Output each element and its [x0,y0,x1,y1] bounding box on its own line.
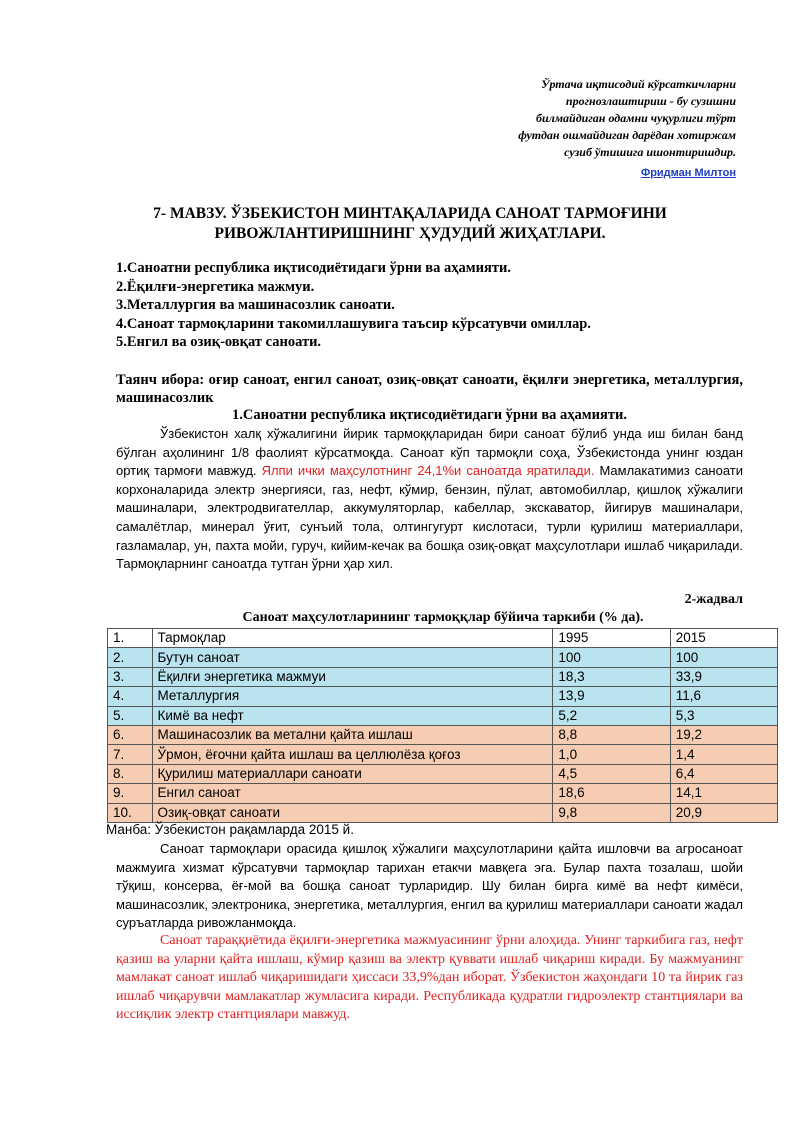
plan-item: 2.Ёқилғи-энергетика мажмуи. [116,278,315,295]
row-number-cell: 5. [108,706,153,725]
value-1995-cell: 5,2 [553,706,670,725]
table-row [108,667,778,686]
value-1995-cell: 13,9 [553,687,670,706]
table-label: 2-жадвал [684,592,743,607]
value-1995-cell: 100 [553,648,670,667]
keywords: Таянч ибора: оғир саноат, енгил саноат, озиқ-овқат саноати, ёқилғи энергетика, металлургия, машинасозлик [116,372,743,406]
plan-item: 4.Саноат тармоқларини такомиллашувига таъсир кўрсатувчи омиллар. [116,315,591,332]
header-cell: 1. [108,629,153,648]
row-number-cell: 3. [108,667,153,686]
table-row [108,648,778,667]
value-2015-cell: 1,4 [670,745,777,764]
paragraph-2 [116,840,743,933]
row-number-cell: 7. [108,745,153,764]
value-2015-cell: 19,2 [670,725,777,744]
value-1995-cell: 8,8 [553,725,670,744]
industry-name-cell: Озиқ-овқат саноати [152,803,553,822]
industry-name-cell: Ўрмон, ёғочни қайта ишлаш ва целлюлёза қоғоз [152,745,553,764]
epigraph-line: футдан ошмайдиган дарёдан хотиржам [518,128,736,142]
industry-name-cell: Кимё ва нефт [152,706,553,725]
value-1995-cell: 4,5 [553,764,670,783]
paragraph-3 [116,932,743,1025]
section-heading: 1.Саноатни республика иқтисодиётидаги ўрни ва аҳамияти. [232,407,627,423]
industry-name-cell: Ёқилғи энергетика мажмуи [152,667,553,686]
table-row [108,687,778,706]
row-number-cell: 2. [108,648,153,667]
row-number-cell: 9. [108,784,153,803]
row-number-cell: 6. [108,725,153,744]
row-number-cell: 4. [108,687,153,706]
value-2015-cell: 14,1 [670,784,777,803]
title-line-1: 7- МАВЗУ. ЎЗБЕКИСТОН МИНТАҚАЛАРИДА САНОАТ ТАРМОҒИНИ [153,205,667,222]
page-title [100,204,720,244]
industry-name-cell: Металлургия [152,687,553,706]
paragraph-1-text-2: Мамлакатимиз саноати корхоналарида электр энергияси, газ, нефт, кўмир, бензин, пўлат, автомобиллар, қишлоқ хўжалиги машиналари, электродвигателлар, аккумуляторлар, кабеллар, экскаватор, йигирув машиналари, самалётлар, минерал ўғит, сунъий тола, олтингугурт кислотаси, турли қурилиш материаллари, газламалар, ун, пахта мойи, гуруч, кийим-кечак ва бошқа озиқ-овқат маҳсулотлари ишлаб чиқарилади. Тармоқларнинг саноатда тутган ўрни ҳар хил. [116,463,744,572]
epigraph-line: билмайдиган одамни чуқурлиги тўрт [536,111,736,125]
epigraph [436,76,736,161]
header-cell: 2015 [670,629,777,648]
epigraph-line: Ўртача иқтисодий кўрсаткичларни [541,77,736,91]
epigraph-line: прогнозлаштириш - бу сузишни [565,94,736,108]
value-1995-cell: 18,3 [553,667,670,686]
industry-name-cell: Бутун саноат [152,648,553,667]
table-row [108,764,778,783]
value-2015-cell: 11,6 [670,687,777,706]
plan-item: 3.Металлургия ва машинасозлик саноати. [116,297,395,314]
row-number-cell: 8. [108,764,153,783]
value-2015-cell: 33,9 [670,667,777,686]
paragraph-1-highlight: Ялпи ички маҳсулотнинг 24,1%и саноатда яратилади. [261,463,595,479]
epigraph-author: Фридман Милтон [640,167,736,179]
paragraph-3-text: Саноат тараққиётида ёқилғи-энергетика мажмуасининг ўрни алоҳида. Унинг таркибига газ, нефт қазиш ва уларни қайта ишлаш, кўмир қазиш ва электр қуввати ишлаб чиқариш киради. Бу мажмуанинг мамлакат саноат ишлаб чиқаришидаги ҳиссаси 33,9%дан иборат. Ўзбекистон жаҳондаги 10 та йирик газ ишлаб чиқарувчи мамлакатлар жумласига киради. Республикада қудратли гидроэлектр стантциялари ва иссиқлик электр стантциялари мавжуд. [116,933,743,1023]
table-row [108,784,778,803]
paragraph-1-text: Ўзбекистон халқ хўжалигини йирик тармоққларидан бири саноат бўлиб унда иш билан банд бўлган аҳолининг 1/8 фаолият кўрсатмоқда. Саноат кўп тармоқли соҳа, Ўзбекистонда унинг юздан ортиқ тармоғи мавжуд. [116,426,743,479]
value-1995-cell: 1,0 [553,745,670,764]
table-caption: Саноат маҳсулотларининг тармоққлар бўйича таркиби (% да). [242,610,644,625]
title-line-2: РИВОЖЛАНТИРИШНИНГ ҲУДУДИЙ ЖИҲАТЛАРИ. [214,225,606,242]
table-row [108,745,778,764]
header-cell: Тармоқлар [152,629,553,648]
row-number-cell: 10. [108,803,153,822]
industry-name-cell: Енгил саноат [152,784,553,803]
plan-item: 5.Енгил ва озиқ-овқат саноати. [116,334,322,351]
table-header-row [108,629,778,648]
value-1995-cell: 18,6 [553,784,670,803]
value-2015-cell: 5,3 [670,706,777,725]
table-row [108,725,778,744]
table-source: Манба: Ўзбекистон рақамларда 2015 й. [106,822,354,837]
header-cell: 1995 [553,629,670,648]
value-2015-cell: 6,4 [670,764,777,783]
paragraph-2-text: Саноат тармоқлари орасида қишлоқ хўжалиги маҳсулотларини қайта ишловчи ва агросаноат мажмуига хизмат кўрсатувчи тармоқлар тарихан етакчи мавқега эга. Булар пахта тозалаш, шойи тўқиш, консерва, ёғ-мой ва бошқа саноат турларидир. Шу билан бирга кимё ва нефт кимёси, машинасозлик, электроника, энергетика, металлургия, енгил ва қурилиш материаллари саноати жадал суръатларда ривожланмоқда. [116,841,743,931]
epigraph-line: сузиб ўтишига ишонтиришдир. [564,145,736,159]
plan-list [116,259,746,352]
table-row [108,706,778,725]
value-1995-cell: 9,8 [553,803,670,822]
table-row [108,803,778,822]
value-2015-cell: 20,9 [670,803,777,822]
industry-name-cell: Машинасозлик ва метални қайта ишлаш [152,725,553,744]
industry-structure-table [107,628,778,823]
value-2015-cell: 100 [670,648,777,667]
paragraph-1 [116,425,743,574]
plan-item: 1.Саноатни республика иқтисодиётидаги ўрни ва аҳамияти. [116,260,511,276]
industry-name-cell: Қурилиш материаллари саноати [152,764,553,783]
